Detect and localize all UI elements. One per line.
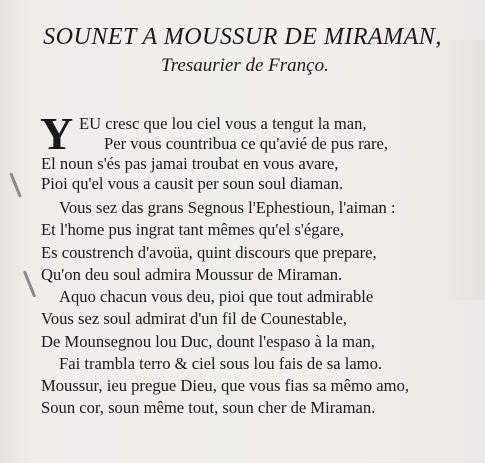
drop-cap-letter: Y xyxy=(40,108,74,159)
poem-line: EU cresc que lou ciel vous a tengut la man, xyxy=(79,114,367,133)
poem-line: De Mounsegnou lou Duc, dount l'espaso à la man, xyxy=(41,332,375,351)
poem-line: Moussur, ieu pregue Dieu, que vous fias sa mêmo amo, xyxy=(41,376,410,395)
poem-line: Vous sez das grans Segnous l'Ephestioun, l'aiman : xyxy=(59,198,396,217)
poem-line: Per vous countribua ce qu'avié de pus rare, xyxy=(104,134,389,153)
poem-line: Fai trambla terro & ciel sous lou fais de sa lamo. xyxy=(59,354,383,373)
poem-line: Pioi qu'el vous a causit per soun soul diaman. xyxy=(41,174,344,193)
poem-line: Vous sez soul admirat d'un fil de Counestable, xyxy=(41,309,347,328)
poem-line: El noun s'és pas jamai troubat en vous avare, xyxy=(41,154,339,173)
poem-line: Es coustrench d'avoüa, quint discours que prepare, xyxy=(41,243,377,262)
poem-line: Soun cor, soun même tout, soun cher de Miraman. xyxy=(41,398,376,417)
poem-title: SOUNET A MOUSSUR DE MIRAMAN, xyxy=(43,24,442,50)
poem-subtitle: Tresaurier de Franço. xyxy=(161,55,329,76)
poem-line: Qu'on deu soul admira Moussur de Miraman. xyxy=(41,265,343,284)
poem-line: Et l'home pus ingrat tant mêmes qu'el s'égare, xyxy=(41,220,344,239)
poem-line: Aquo chacun vous deu, pioi que tout admirable xyxy=(59,287,374,306)
